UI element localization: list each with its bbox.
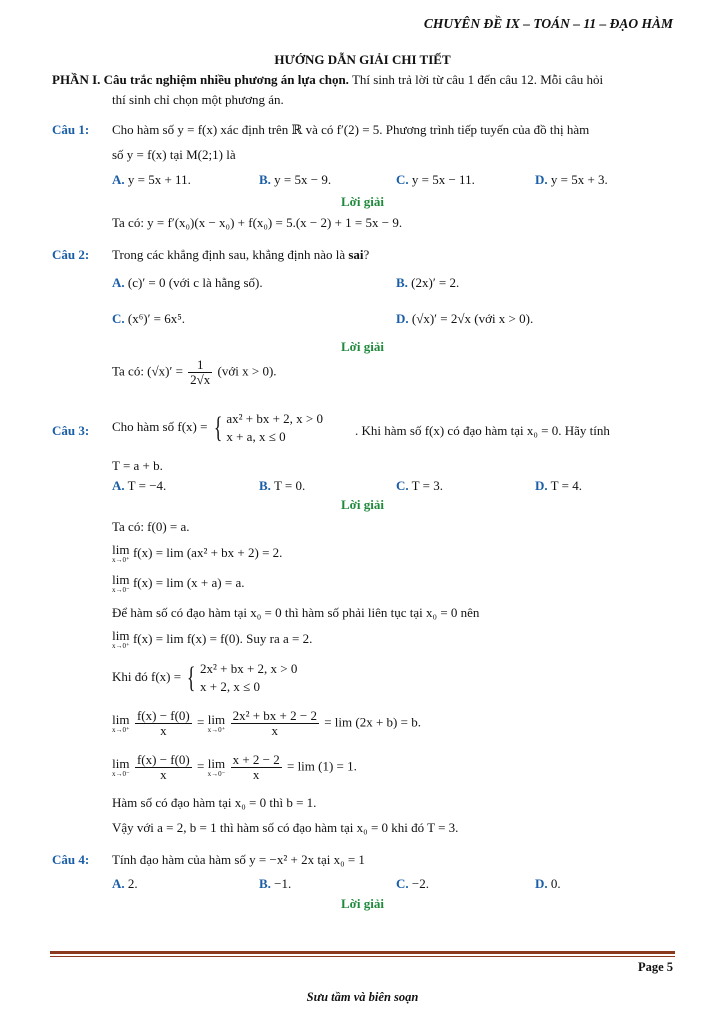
q1-option-c[interactable] xyxy=(396,172,475,188)
q2-option-c[interactable] xyxy=(112,311,185,327)
fraction xyxy=(135,753,192,782)
q3-s6-cases xyxy=(200,660,297,696)
lim-sub: x→0⁺ xyxy=(112,556,130,564)
q1-option-d[interactable] xyxy=(535,172,608,188)
limit-operator xyxy=(112,711,130,734)
option-letter: A. xyxy=(112,172,125,187)
q2-solution-label: Lời giải xyxy=(341,339,384,354)
lim-sub: x→0⁻ xyxy=(112,586,130,594)
q4-option-b[interactable] xyxy=(259,876,291,892)
option-text: y = 5x + 11. xyxy=(127,172,191,187)
option-letter: B. xyxy=(259,478,271,493)
q3-sol-step9: Hàm số có đạo hàm tại x₀ = 0 thì b = 1. xyxy=(112,795,317,810)
fraction-denominator: x xyxy=(160,767,167,782)
fraction-numerator: f(x) − f(0) xyxy=(136,708,190,723)
option-letter: A. xyxy=(112,478,125,493)
q1-solution: Ta có: y = f′(x₀)(x − x₀) + f(x₀) = 5.(x − 2) + 1 = 5x − 9. xyxy=(112,215,403,230)
q3-s7-end: = lim (2x + b) = b. xyxy=(324,714,421,730)
footer-rule-thin xyxy=(50,956,675,957)
option-text: T = 4. xyxy=(550,478,582,493)
option-text: (2x)′ = 2. xyxy=(411,275,460,290)
q2-sol-prefix: Ta có: (√x)′ = xyxy=(112,363,183,379)
fraction-denominator: x xyxy=(252,767,260,782)
option-text: T = −4. xyxy=(127,478,167,493)
q3-stem-piecewise xyxy=(112,410,323,446)
q3-option-a[interactable] xyxy=(112,478,166,494)
limit-operator xyxy=(112,755,130,778)
option-letter: C. xyxy=(112,311,125,326)
lim-word: lim xyxy=(207,755,226,771)
option-text: −1. xyxy=(274,876,292,891)
lim-word: lim xyxy=(112,628,130,643)
option-letter: D. xyxy=(396,311,409,326)
q4-option-c[interactable] xyxy=(396,876,429,892)
q3-case2: x + a, x ≤ 0 xyxy=(226,429,286,444)
option-letter: D. xyxy=(535,876,548,891)
q4-stem: Tính đạo hàm của hàm số y = −x² + 2x tại x₀ = 1 xyxy=(112,852,365,867)
q3-s5-text: f(x) = lim f(x) = f(0). Suy ra a = 2. xyxy=(132,630,313,646)
option-text: T = 3. xyxy=(411,478,443,493)
part1-intro xyxy=(52,72,603,88)
q3-stem-a: Cho hàm số f(x) = xyxy=(112,418,208,434)
option-letter: D. xyxy=(535,172,548,187)
q2-stem xyxy=(112,247,369,263)
lim-word: lim xyxy=(112,572,130,587)
q2-option-d[interactable] xyxy=(396,311,533,327)
q2-option-b[interactable] xyxy=(396,275,459,291)
brace-symbol: { xyxy=(213,411,223,444)
lim-sub: x→0⁺ xyxy=(112,725,130,734)
option-letter: B. xyxy=(259,876,271,891)
q1-option-b[interactable] xyxy=(259,172,331,188)
q3-sol-step2 xyxy=(112,544,282,564)
part1-text1: Thí sinh trả lời từ câu 1 đến câu 12. Mỗi câu hỏi xyxy=(348,72,604,87)
q3-option-d[interactable] xyxy=(535,478,582,494)
option-letter: C. xyxy=(396,478,409,493)
q3-label: Câu 3: xyxy=(52,423,90,438)
q3-case1: ax² + bx + 2, x > 0 xyxy=(226,411,324,426)
fraction-denominator: x xyxy=(271,723,279,738)
lim-sub: x→0⁺ xyxy=(112,642,130,650)
q3-option-b[interactable] xyxy=(259,478,305,494)
q3-sol-step8: lim x→0⁻ $\frac{f(x) - f(0)}{x}$ = lim x→0⁻ $\frac{x + 2 - 2}{x}$ = lim (1) = 1. xyxy=(112,752,357,782)
q3-s3-text: f(x) = lim (x + a) = a. xyxy=(132,574,245,590)
q2-stem-end: ? xyxy=(363,247,370,262)
q3-sol-step10: Vậy với a = 2, b = 1 thì hàm số có đạo hàm tại x₀ = 0 khi đó T = 3. xyxy=(112,820,459,835)
option-text: y = 5x + 3. xyxy=(550,172,608,187)
option-text: (c)′ = 0 (với c là hằng số). xyxy=(127,275,263,290)
q3-s8-end: = lim (1) = 1. xyxy=(286,758,357,774)
limit-operator xyxy=(112,544,130,564)
option-text: T = 0. xyxy=(273,478,306,493)
q2-label: Câu 2: xyxy=(52,247,90,262)
option-letter: B. xyxy=(396,275,408,290)
q3-sol-step7: lim x→0⁺ $\frac{f(x) - f(0)}{x}$ = lim x→0⁺ $\frac{\text{2x² + bx + 2 − 2}}{x}$ = lim (2x + b) = b. xyxy=(112,708,421,738)
q4-label: Câu 4: xyxy=(52,852,90,867)
q3-sol-step4: Để hàm số có đạo hàm tại x₀ = 0 thì hàm số phải liên tục tại x₀ = 0 nên xyxy=(112,605,480,620)
q3-s6-prefix: Khi đó f(x) = xyxy=(112,668,182,684)
q4-option-a[interactable] xyxy=(112,876,138,892)
option-letter: C. xyxy=(396,876,409,891)
q2-solution xyxy=(112,358,277,387)
q3-sol-step5 xyxy=(112,630,312,650)
q1-label: Câu 1: xyxy=(52,122,90,137)
q1-line1: Cho hàm số y = f(x) xác định trên ℝ và có f′(2) = 5. Phương trình tiếp tuyến của đồ thị hàm xyxy=(112,122,590,137)
limit-operator xyxy=(207,755,226,778)
q2-sol-fraction xyxy=(188,358,212,387)
lim-sub: x→0⁻ xyxy=(112,769,130,778)
q3-solution-label: Lời giải xyxy=(341,497,384,512)
q4-solution-label: Lời giải xyxy=(341,896,384,911)
option-text: (x⁶)′ = 6x⁵. xyxy=(127,311,186,326)
q1-option-a[interactable] xyxy=(112,172,191,188)
q3-cases xyxy=(226,410,323,446)
q3-sol-step6 xyxy=(112,660,297,696)
fraction-numerator: x + 2 − 2 xyxy=(232,752,280,767)
chapter-header: CHUYÊN ĐỀ IX – TOÁN – 11 – ĐẠO HÀM xyxy=(423,16,673,31)
q3-s2-text: f(x) = lim (ax² + bx + 2) = 2. xyxy=(132,544,283,560)
limit-operator xyxy=(207,711,226,734)
fraction-numerator: 2x² + bx + 2 − 2 xyxy=(232,708,317,723)
q3-s6-case2: x + 2, x ≤ 0 xyxy=(199,679,260,694)
lim-word: lim xyxy=(112,542,130,557)
lim-word: lim xyxy=(112,711,130,727)
q3-option-c[interactable] xyxy=(396,478,443,494)
option-letter: A. xyxy=(112,876,125,891)
limit-operator xyxy=(112,574,130,594)
option-text: 0. xyxy=(550,876,561,891)
q3-s6-case1: 2x² + bx + 2, x > 0 xyxy=(199,661,298,676)
footer-rule-thick xyxy=(50,951,675,954)
q2-stem-text: Trong các khẳng định sau, khẳng định nào là xyxy=(112,247,349,262)
page-number: Page 5 xyxy=(637,960,673,974)
option-letter: A. xyxy=(112,275,125,290)
option-text: y = 5x − 9. xyxy=(274,172,332,187)
fraction xyxy=(231,753,282,782)
q2-sol-suffix: (với x > 0). xyxy=(217,363,277,379)
fraction-denominator: x xyxy=(160,723,167,738)
option-letter: C. xyxy=(396,172,409,187)
q1-line2: số y = f(x) tại M(2;1) là xyxy=(112,147,236,162)
part1-label: PHẦN I. Câu trắc nghiệm nhiều phương án lựa chọn. xyxy=(52,72,349,87)
footer-credit: Sưu tầm và biên soạn xyxy=(306,990,419,1004)
option-text: 2. xyxy=(127,876,138,891)
fraction-numerator: f(x) − f(0) xyxy=(136,752,190,767)
q3-stem-b: . Khi hàm số f(x) có đạo hàm tại x₀ = 0. Hãy tính xyxy=(355,423,610,438)
q3-stem-c: T = a + b. xyxy=(112,458,163,473)
q2-option-a[interactable] xyxy=(112,275,263,291)
fraction-numerator: 1 xyxy=(188,358,212,373)
limit-operator xyxy=(112,630,130,650)
lim-sub: x→0⁻ xyxy=(207,769,226,778)
q4-option-d[interactable] xyxy=(535,876,561,892)
option-letter: B. xyxy=(259,172,271,187)
brace-symbol: { xyxy=(187,661,196,694)
fraction xyxy=(231,709,319,738)
lim-sub: x→0⁺ xyxy=(207,725,226,734)
q2-stem-bold: sai xyxy=(348,247,364,262)
option-text: (√x)′ = 2√x (với x > 0). xyxy=(411,311,534,326)
q1-solution-label: Lời giải xyxy=(341,194,384,209)
part1-text2: thí sinh chỉ chọn một phương án. xyxy=(112,92,284,107)
q3-sol-step3 xyxy=(112,574,244,594)
q3-sol-step1: Ta có: f(0) = a. xyxy=(112,519,190,534)
fraction xyxy=(135,709,192,738)
option-text: −2. xyxy=(411,876,429,891)
fraction-denominator: 2√x xyxy=(190,372,211,387)
option-text: y = 5x − 11. xyxy=(411,172,475,187)
lim-word: lim xyxy=(207,711,226,727)
lim-word: lim xyxy=(112,755,130,771)
page-title: HƯỚNG DẪN GIẢI CHI TIẾT xyxy=(274,52,451,67)
option-letter: D. xyxy=(535,478,548,493)
